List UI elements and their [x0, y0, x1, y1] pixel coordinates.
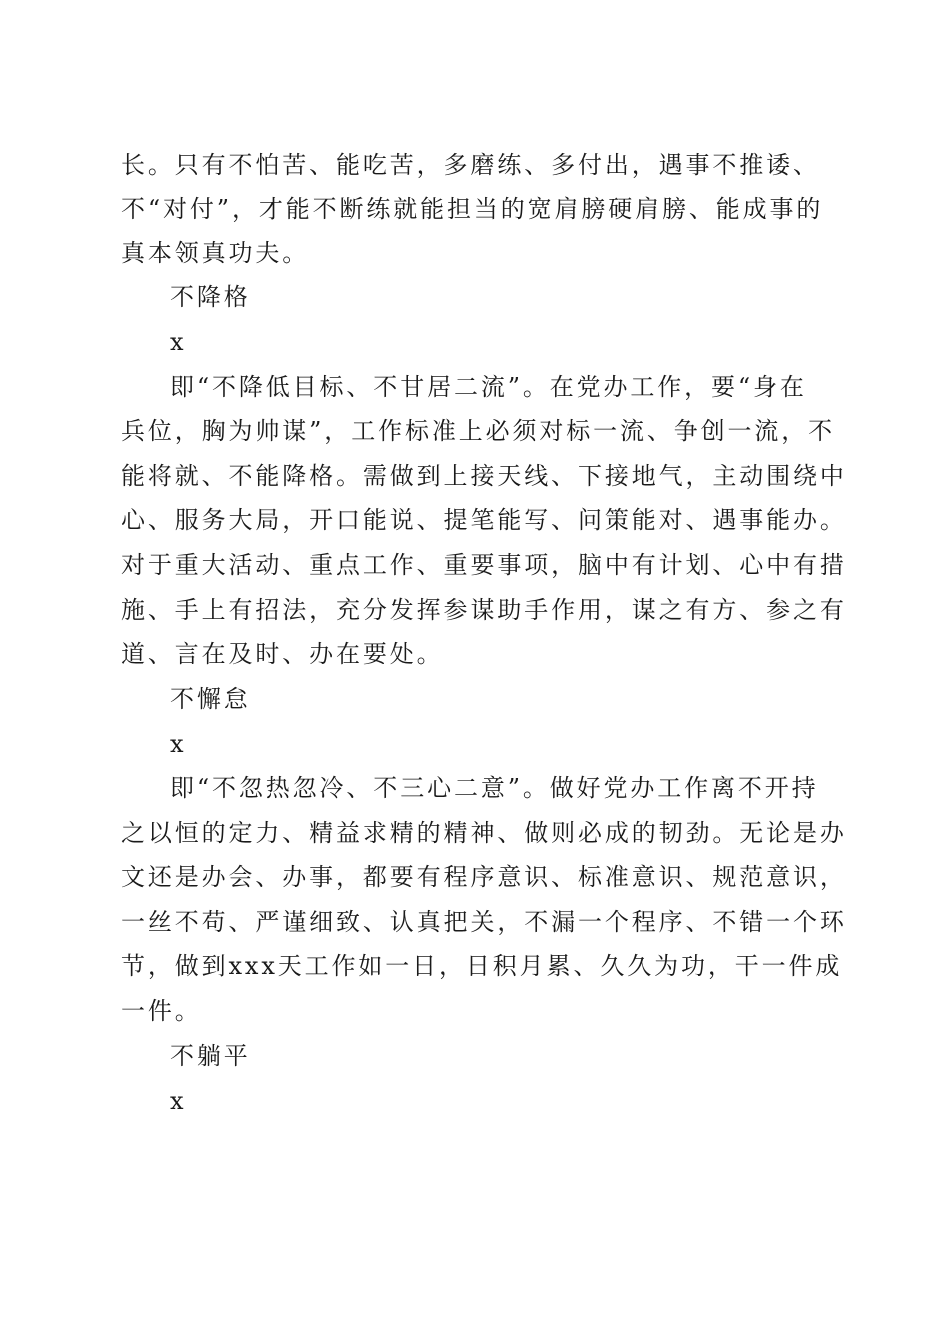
text-line: 即“不降低目标、不甘居二流”。在党办工作，要“身在 [170, 373, 807, 401]
text-line: 一丝不苟、严谨细致、认真把关，不漏一个程序、不错一个环 [121, 908, 847, 936]
text-line: 长。只有不怕苦、能吃苦，多磨练、多付出，遇事不推诿、 [121, 151, 820, 179]
section-heading: 不躺平 [170, 1042, 251, 1070]
text-line: 一件。 [121, 997, 202, 1025]
section-heading: 不懈怠 [170, 685, 251, 713]
text-line: 能将就、不能降格。需做到上接天线、下接地气，主动围绕中 [121, 462, 847, 490]
text-line: 心、服务大局，开口能说、提笔能写、问策能对、遇事能办。 [121, 506, 847, 534]
text-line: 文还是办会、办事，都要有程序意识、标准意识、规范意识， [121, 863, 847, 891]
placeholder-mark: x [170, 328, 187, 356]
placeholder-mark: x [170, 1087, 187, 1115]
text-line: 对于重大活动、重点工作、重要事项，脑中有计划、心中有措 [121, 551, 847, 579]
text-line: 施、手上有招法，充分发挥参谋助手作用，谋之有方、参之有 [121, 596, 847, 624]
text-line: 兵位，胸为帅谋”，工作标准上必须对标一流、争创一流，不 [121, 417, 836, 445]
text-line: 节，做到xxx天工作如一日，日积月累、久久为功，干一件成 [121, 952, 843, 980]
placeholder-mark: x [170, 730, 187, 758]
section-heading: 不降格 [170, 283, 251, 311]
text-line: 即“不忽热忽冷、不三心二意”。做好党办工作离不开持 [170, 774, 819, 802]
text-line: 真本领真功夫。 [121, 239, 310, 267]
text-line: 道、言在及时、办在要处。 [121, 640, 444, 668]
text-line: 不“对付”，才能不断练就能担当的宽肩膀硬肩膀、能成事的 [121, 195, 824, 223]
text-line: 之以恒的定力、精益求精的精神、做则必成的韧劲。无论是办 [121, 819, 847, 847]
